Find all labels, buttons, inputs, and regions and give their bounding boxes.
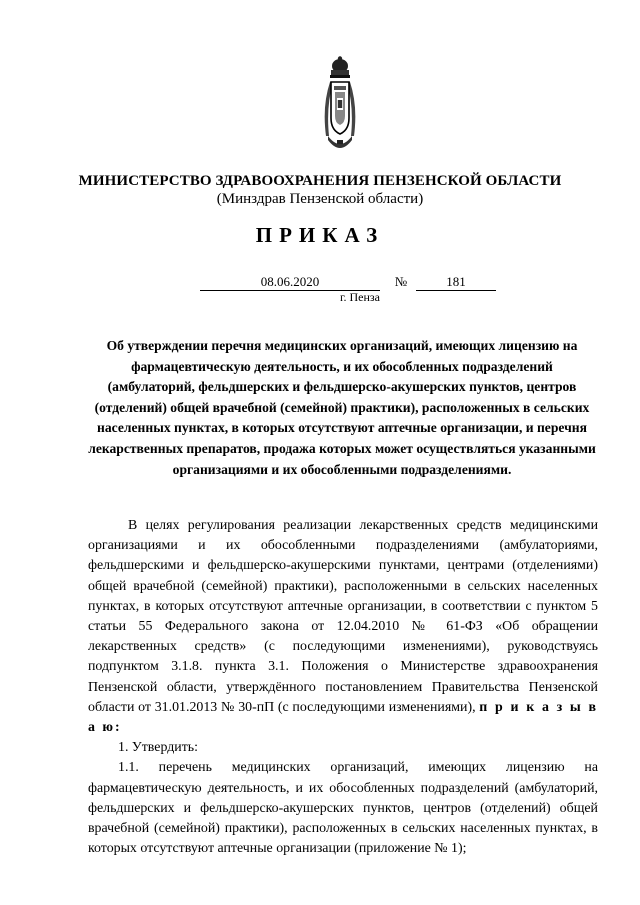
coat-of-arms-emblem [318, 56, 362, 156]
preamble-text: В целях регулирования реализации лекарственных средств медицинскими организациями и их обособленными подразделениями (амбулаториями, фельдшерскими и фельдшерско-акушерскими пунктами, центрами (отделениями) общей врачебной (семейной) практики), расположенными в сельских населенных пунктах, в которых отсутствуют аптечные организации, в соответствии с пунктом 5 статьи 55 Федерального закона от 12.04.2010 № 61-ФЗ «Об обращении лекарственных средств» (с последующими изменениями), руководствуясь подпунктом 3.1.8. пункта 3.1. Положения о Министерстве здравоохранения Пензенской области, утверждённого постановлением Правительства Пензенской области от 31.01.2013 № 30-пП (с последующими изменениями), [88, 518, 598, 715]
ministry-short-name: (Минздрав Пензенской области) [216, 191, 424, 207]
order-title: Об утверждении перечня медицинских организаций, имеющих лицензию на фармацевтическую деятельность, и их обособленных подразделений (амбулаторий, фельдшерских и фельдшерско-акушерских пунктов, центров (отделений) общей врачебной (семейной) практики), расположенных в сельских населенных пунктах, в которых отсутствуют аптечные организации, и перечня лекарственных препаратов, продажа которых может осуществляться указанными организациями и их обособленными подразделениями. [88, 338, 596, 477]
number-sign: № [394, 274, 408, 289]
preamble-paragraph [88, 516, 598, 738]
order-number: 181 [416, 274, 496, 291]
item-1: 1. Утвердить: [118, 740, 198, 756]
ministry-name: МИНИСТЕРСТВО ЗДРАВООХРАНЕНИЯ ПЕНЗЕНСКОЙ ОБЛАСТИ [78, 173, 562, 189]
order-date: 08.06.2020 [200, 274, 380, 291]
document-type-heading: ПРИКАЗ [255, 223, 385, 247]
city-label: г. Пенза [339, 290, 380, 304]
order-word: п р и к а з ы в а ю: [88, 699, 598, 736]
order-body [88, 516, 598, 859]
item-1-1: 1.1. перечень медицинских организаций, имеющих лицензию на фармацевтическую деятельность, и их обособленных подразделений (амбулаторий, фельдшерских и фельдшерско-акушерских пунктов, центров (отделений) общей врачебной (семейной) практики), расположенных в сельских населенных пунктах, в которых отсутствуют аптечные организации (приложение № 1); [88, 760, 598, 857]
